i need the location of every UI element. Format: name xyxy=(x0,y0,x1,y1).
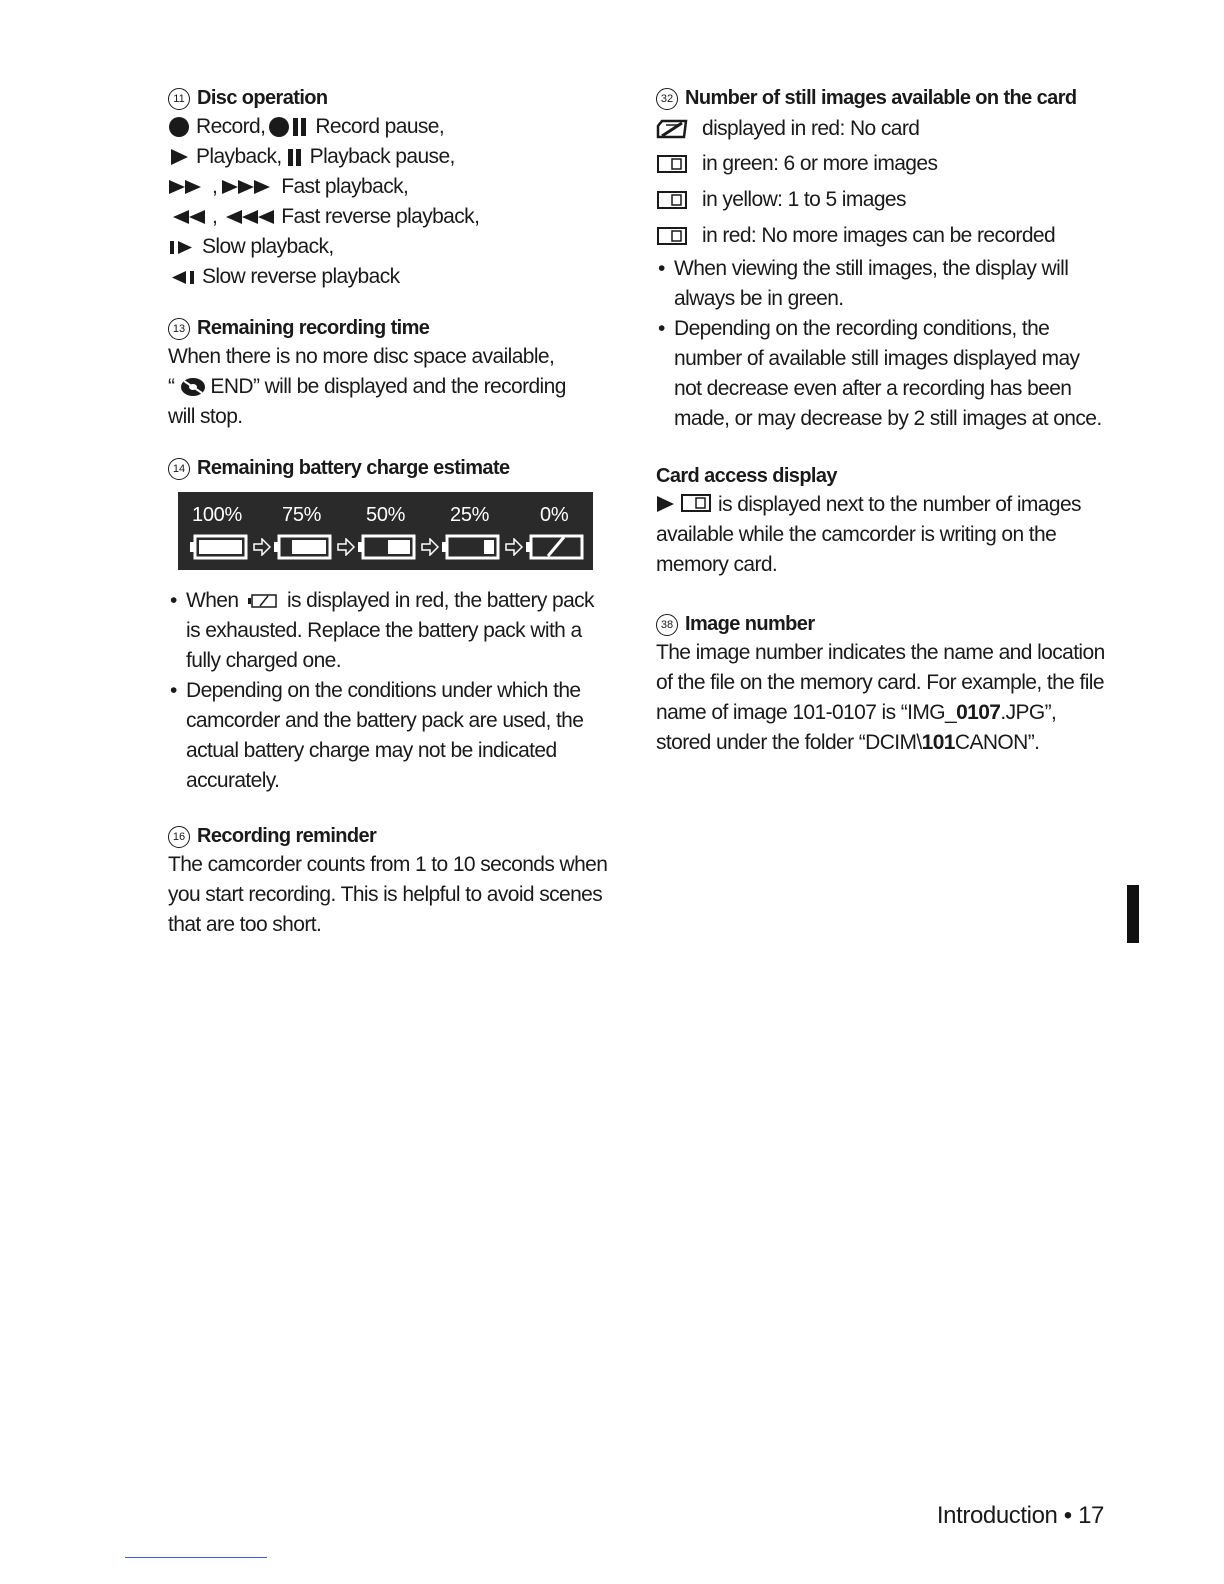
item-number-16: 16 xyxy=(168,826,190,848)
battery-exhausted-icon xyxy=(248,592,278,610)
still-images-heading xyxy=(656,84,1106,112)
fast-playback-label: Fast playback, xyxy=(281,175,409,198)
yellow-line xyxy=(656,182,1106,218)
image-number-body xyxy=(656,638,1106,758)
separator: , xyxy=(212,205,218,228)
remaining-recording-time-title: Remaining recording time xyxy=(197,317,430,339)
playback-pause-label: Playback pause, xyxy=(309,145,455,168)
image-number-bold-1: 0107 xyxy=(956,701,1001,724)
fast-reverse-triple-icon xyxy=(221,208,275,226)
remaining-recording-time-section xyxy=(168,314,613,432)
green-line xyxy=(656,146,1106,182)
battery-notes xyxy=(168,586,613,796)
card-access-section xyxy=(656,462,1106,580)
end-text: END” will be displayed and the recording xyxy=(210,375,566,398)
disc-operation-heading xyxy=(168,84,613,112)
right-column xyxy=(656,84,1106,780)
still-images-title: Number of still images available on the card xyxy=(685,87,1077,109)
image-number-heading xyxy=(656,610,1106,638)
image-number-title: Image number xyxy=(685,613,815,635)
arrow-right-icon xyxy=(252,538,272,561)
no-card-line xyxy=(656,112,1106,146)
play-icon xyxy=(656,495,676,513)
image-number-bold-2: 101 xyxy=(921,731,955,754)
remaining-recording-time-heading xyxy=(168,314,613,342)
quote-open: “ xyxy=(168,375,175,398)
battery-full-icon xyxy=(190,534,248,565)
battery-heading xyxy=(168,454,613,482)
fast-reverse-icon xyxy=(168,208,206,226)
battery-level-label: 50% xyxy=(366,504,406,526)
item-number-11: 11 xyxy=(168,88,190,110)
disc-operation-title: Disc operation xyxy=(197,87,328,109)
battery-quarter-icon xyxy=(442,534,500,565)
still-images-section xyxy=(656,84,1106,434)
battery-level-label: 100% xyxy=(192,504,242,526)
recording-reminder-body: The camcorder counts from 1 to 10 seconds when you start recording. This is helpful to avoid scenes that are too short. xyxy=(168,853,608,936)
slow-reverse-icon xyxy=(168,268,196,286)
item-number-32: 32 xyxy=(656,88,678,110)
bottom-rule xyxy=(125,1557,267,1558)
slow-playback-line xyxy=(168,232,613,262)
record-icon xyxy=(168,116,190,138)
battery-note-1-rest: is displayed in red, the battery pack is exhausted. Replace the battery pack with a fully charged one. xyxy=(186,589,594,672)
page-footer xyxy=(937,1502,1104,1530)
recording-reminder-heading xyxy=(168,822,613,850)
recording-reminder-title: Recording reminder xyxy=(197,825,377,847)
no-card-icon xyxy=(656,118,688,140)
record-pause-label: Record pause, xyxy=(315,115,445,138)
image-number-text-1: The image number indicates the name and location of the file on the memory card. For example, the file name of image 101-0107 is “IMG_ xyxy=(656,641,1105,724)
fast-forward-icon xyxy=(168,178,206,196)
footer-bullet: • xyxy=(1063,1502,1072,1529)
card-access-text: is displayed next to the number of images available while the camcorder is writing on the memory card. xyxy=(656,493,1081,576)
battery-three-quarter-icon xyxy=(274,534,332,565)
left-column xyxy=(168,84,613,962)
card-icon xyxy=(680,492,712,514)
card-icon xyxy=(656,225,688,247)
playback-label: Playback, xyxy=(196,145,282,168)
red-line xyxy=(656,218,1106,254)
record-line xyxy=(168,112,613,142)
battery-note-1 xyxy=(168,586,613,676)
slow-reverse-label: Slow reverse playback xyxy=(202,265,400,288)
section-tab-marker xyxy=(1127,885,1139,943)
record-label: Record, xyxy=(196,115,266,138)
footer-section-title: Introduction xyxy=(936,1502,1058,1529)
battery-level-label: 75% xyxy=(282,504,322,526)
fast-reverse-line xyxy=(168,202,613,232)
battery-section xyxy=(168,454,613,796)
item-number-14: 14 xyxy=(168,458,190,480)
card-access-body xyxy=(656,490,1106,580)
image-number-section xyxy=(656,610,1106,758)
separator: , xyxy=(212,175,218,198)
slow-playback-label: Slow playback, xyxy=(202,235,334,258)
playback-line xyxy=(168,142,613,172)
battery-title: Remaining battery charge estimate xyxy=(197,457,510,479)
still-images-notes xyxy=(656,254,1106,434)
slow-play-icon xyxy=(168,238,196,256)
battery-half-icon xyxy=(358,534,416,565)
slow-reverse-line xyxy=(168,262,613,292)
battery-level-panel xyxy=(178,492,593,570)
yellow-text: in yellow: 1 to 5 images xyxy=(702,188,906,211)
record-pause-icon xyxy=(269,116,309,138)
fast-playback-line xyxy=(168,172,613,202)
battery-note-2: • Depending on the conditions under which the camcorder and the battery pack are used, the actual battery charge may not be indicated accurately. xyxy=(168,676,613,796)
green-text: in green: 6 or more images xyxy=(702,152,938,175)
still-note-1: • When viewing the still images, the display will always be in green. xyxy=(656,254,1106,314)
battery-level-label: 25% xyxy=(450,504,490,526)
page-number: 17 xyxy=(1078,1502,1104,1529)
card-icon xyxy=(656,189,688,211)
remaining-time-text-3: will stop. xyxy=(168,405,243,428)
battery-empty-icon xyxy=(526,534,584,565)
still-note-2: • Depending on the recording conditions, the number of available still images displayed may not decrease even after a recording has been made, or may decrease by 2 still images at once. xyxy=(656,314,1106,434)
disc-end-icon xyxy=(180,377,206,397)
no-card-text: displayed in red: No card xyxy=(702,117,920,140)
arrow-right-icon xyxy=(504,538,524,561)
arrow-right-icon xyxy=(420,538,440,561)
card-access-heading: Card access display xyxy=(656,465,837,487)
image-number-text-3: CANON”. xyxy=(954,731,1040,754)
remaining-time-text-2 xyxy=(168,372,613,402)
image-number-text-2: .JPG”, stored under the folder “DCIM\ xyxy=(656,701,1057,754)
recording-reminder-section xyxy=(168,822,613,940)
battery-note-1-start: When xyxy=(186,589,239,612)
pause-icon xyxy=(286,147,304,167)
item-number-38: 38 xyxy=(656,614,678,636)
disc-operation-section xyxy=(168,84,613,292)
red-text: in red: No more images can be recorded xyxy=(702,224,1056,247)
remaining-time-text-1: When there is no more disc space available, xyxy=(168,345,555,368)
fast-reverse-label: Fast reverse playback, xyxy=(281,205,480,228)
battery-level-label: 0% xyxy=(540,504,569,526)
fast-forward-triple-icon xyxy=(221,178,275,196)
play-icon xyxy=(168,147,190,167)
card-icon xyxy=(656,153,688,175)
item-number-13: 13 xyxy=(168,318,190,340)
arrow-right-icon xyxy=(336,538,356,561)
